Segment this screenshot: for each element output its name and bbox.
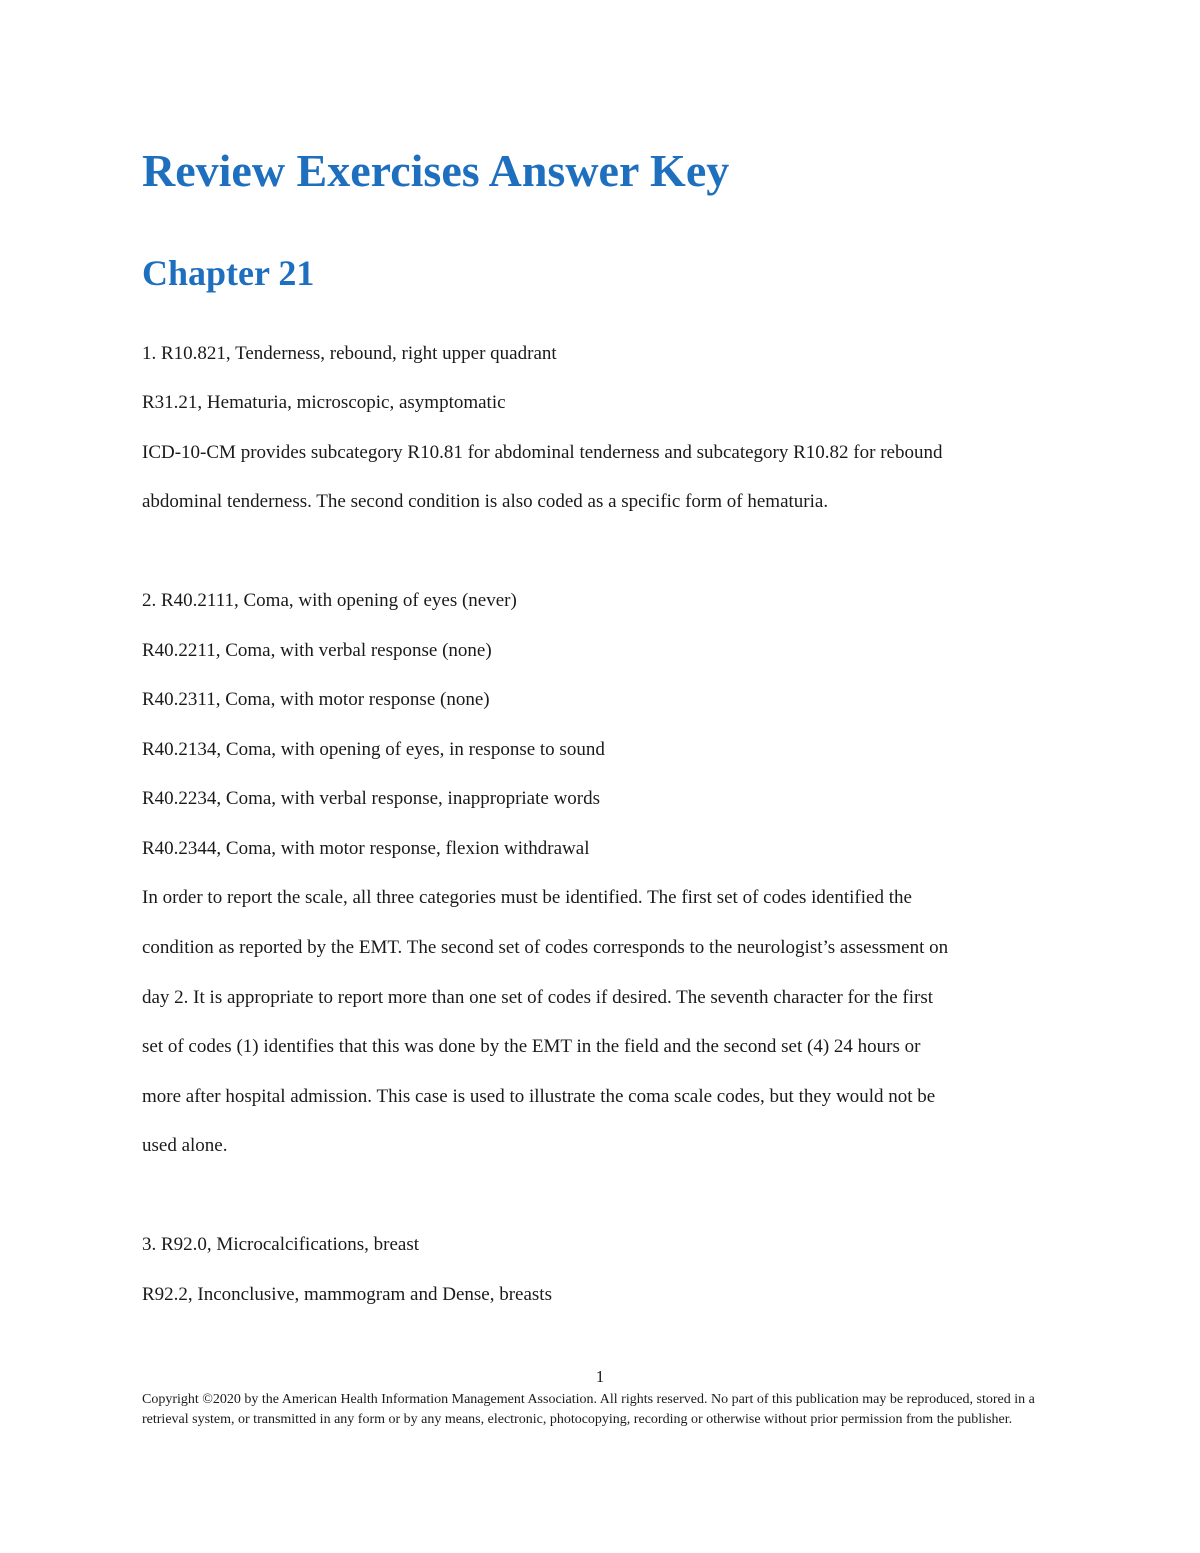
- answer-line: R31.21, Hematuria, microscopic, asymptomatic: [142, 392, 506, 413]
- copyright-notice: Copyright ©2020 by the American Health Information Management Association. All rights reserved. No part of this publication may be reproduced, stored in a retrieval system, or transmitted in any form or by any means, electronic, photocopying, recording or otherwise without prior permission from the publisher.: [142, 1392, 1035, 1427]
- answer-line: abdominal tenderness. The second condition is also coded as a specific form of hematuria.: [142, 491, 829, 512]
- answer-line: R40.2344, Coma, with motor response, flexion withdrawal: [142, 838, 590, 859]
- answer-line: more after hospital admission. This case is used to illustrate the coma scale codes, but they would not be: [142, 1086, 936, 1107]
- answer-line: set of codes (1) identifies that this was done by the EMT in the field and the second set (4) 24 hours or: [142, 1036, 921, 1057]
- page-number: 1: [595, 1367, 605, 1386]
- answer-line: condition as reported by the EMT. The second set of codes corresponds to the neurologist’s assessment on: [142, 937, 949, 958]
- answer-line: R92.2, Inconclusive, mammogram and Dense, breasts: [142, 1284, 552, 1305]
- answer-line: R40.2134, Coma, with opening of eyes, in response to sound: [142, 739, 605, 760]
- answer-line: day 2. It is appropriate to report more than one set of codes if desired. The seventh character for the first: [142, 987, 934, 1008]
- answer-line: used alone.: [142, 1135, 228, 1156]
- answer-line: 2. R40.2111, Coma, with opening of eyes (never): [142, 590, 517, 611]
- answer-line: R40.2211, Coma, with verbal response (none): [142, 640, 492, 661]
- answer-line: ICD-10-CM provides subcategory R10.81 for abdominal tenderness and subcategory R10.82 for rebound: [142, 442, 943, 463]
- answer-line: 3. R92.0, Microcalcifications, breast: [142, 1234, 420, 1255]
- document-title: Review Exercises Answer Key: [142, 145, 730, 196]
- answer-line: 1. R10.821, Tenderness, rebound, right upper quadrant: [142, 343, 557, 364]
- answer-line: In order to report the scale, all three categories must be identified. The first set of codes identified the: [142, 887, 912, 908]
- answer-line: R40.2234, Coma, with verbal response, inappropriate words: [142, 788, 601, 809]
- answer-line: R40.2311, Coma, with motor response (none): [142, 689, 490, 710]
- chapter-heading: Chapter 21: [142, 253, 315, 293]
